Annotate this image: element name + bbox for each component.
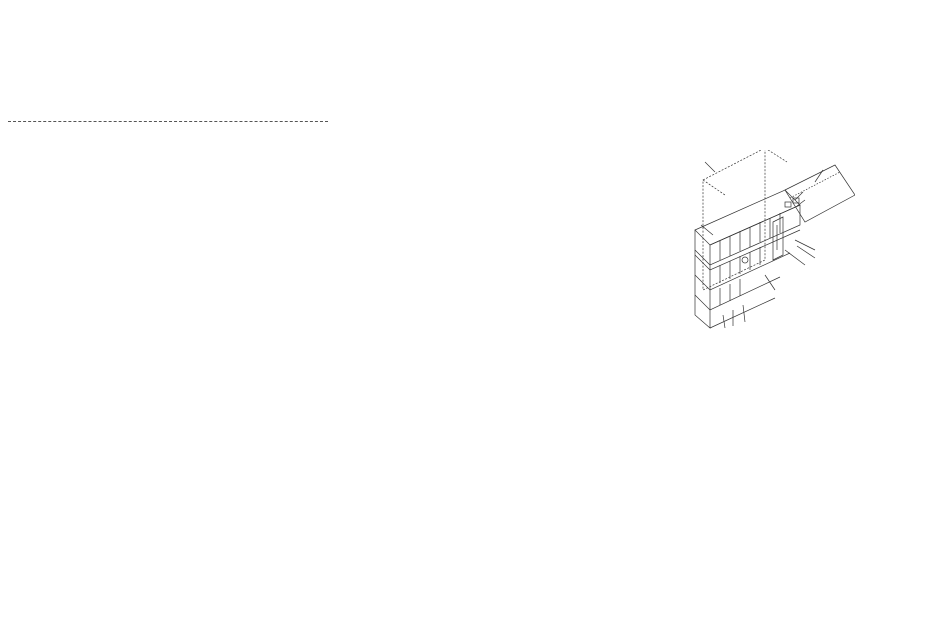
patent-figure — [665, 150, 855, 340]
header-divider — [8, 121, 328, 122]
building-drawing-icon — [665, 150, 855, 340]
